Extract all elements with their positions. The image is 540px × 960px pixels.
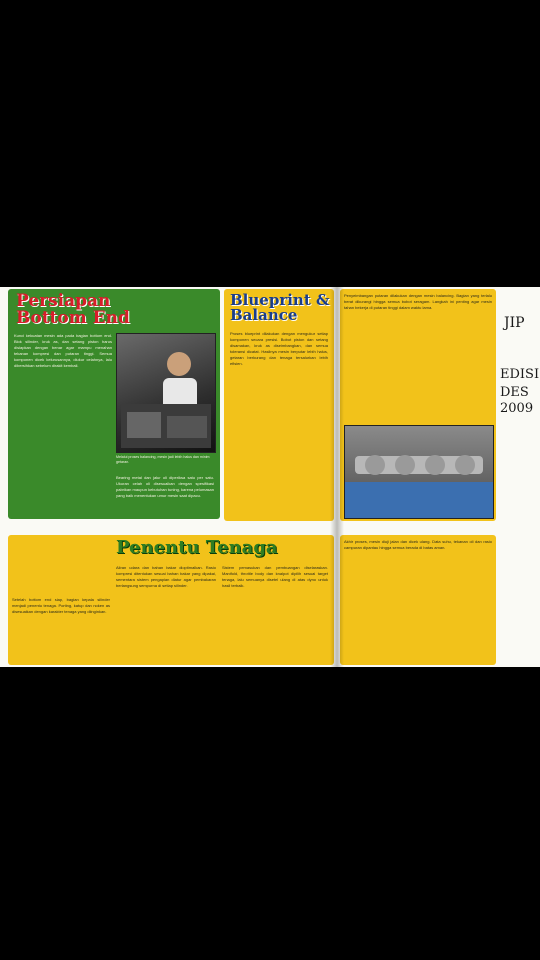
penentu-text-3: Sistem pemasukan dan pembuangan diselaraskan. Manifold, throttle body dan knalpot dipilih sesuai target tenaga, lalu semuanya disetel ulang di atas dyno untuk hasil terbaik. [222,565,328,588]
page-fold [330,287,344,667]
balancing-panel [340,289,496,521]
date-label: DES 2009 [500,385,534,416]
blueprint-title: Blueprint & Balance [230,291,330,324]
bottom-end-panel [8,289,220,519]
brand-label: JIP [504,315,525,331]
closing-panel [340,535,496,665]
penentu-panel [8,535,334,665]
blueprint-text: Proses blueprint dilakukan dengan mengukur setiap komponen secara presisi. Bobot piston dan setang disamakan, kruk as diseimbangkan, dan semua toleransi dicatat. Hasilnya mesin berputar lebih halus, getaran berkurang dan tenaga tersalurkan lebih efisien. [230,331,328,366]
bottom-end-text-2: Bearing metal dan jalur oli diperiksa satu per satu. Ukuran celah oli disesuaikan dengan spesifikasi pabrikan maupun kebutuhan tuning, karena pelumasan yang baik menentukan umur mesin saat dipacu. [116,475,214,498]
mechanic-photo [116,333,216,453]
crankshaft-photo [344,425,494,519]
magazine-spread [0,287,540,667]
penentu-text-1: Setelah bottom end siap, bagian kepala silinder menjadi penentu tenaga. Porting, katup dan noken as disesuaikan dengan karakter tenaga yang diinginkan. [12,597,110,614]
engine-photo-caption: Melalui proses balancing, mesin jadi lebih halus dan minim getaran. [116,455,210,464]
penentu-title: Penentu Tenaga [116,537,278,558]
blueprint-panel [224,289,334,521]
bottom-end-text-1: Kunci kekuatan mesin ada pada bagian bottom end. Blok silinder, kruk as, dan setang piston harus disiapkan dengan benar agar mampu menahan tekanan kompresi dan putaran tinggi. Semua komponen dicek kelurusannya, diukur celahnya, lalu dibersihkan sebelum dirakit kembali. [14,333,112,368]
penentu-text-2: Aliran udara dan bahan bakar dioptimalkan. Rasio kompresi ditentukan sesuai bahan bakar yang dipakai, sementara sistem pengapian diatur agar pembakaran berlangsung sempurna di setiap silinder. [116,565,216,588]
closing-text: Akhir proses, mesin diuji jalan dan dicek ulang. Data suhu, tekanan oli dan rasio campuran dipantau hingga semua berada di batas aman. [344,539,492,550]
bottom-end-title: Persiapan Bottom End [16,291,130,328]
mechanic-photo-graphic [117,334,215,452]
balancing-text: Penyeimbangan putaran dilakukan dengan mesin balancing. Bagian yang terlalu berat dikurangi hingga semua bobot seragam. Langkah ini penting agar mesin tahan bekerja di putaran tinggi dalam waktu lama. [344,293,492,310]
crankshaft-graphic [345,426,493,518]
edition-label: EDISI [500,367,540,382]
